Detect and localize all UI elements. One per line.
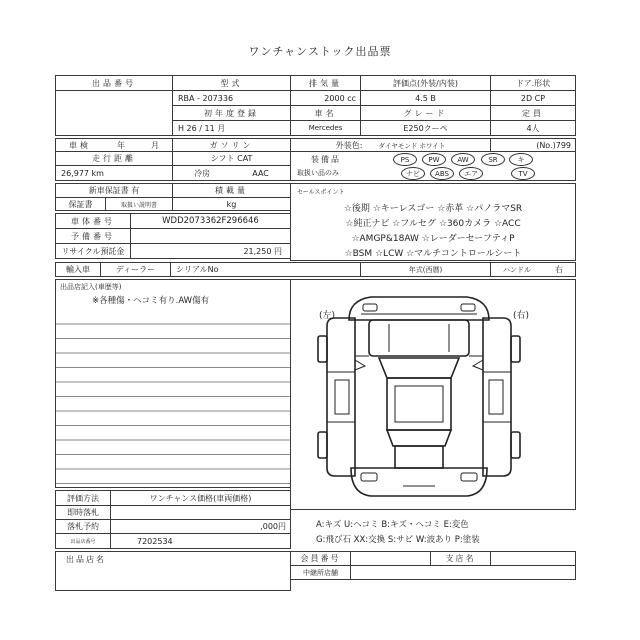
sales-point-line: ☆AMGP&18AW ☆レーダーセーフティP — [351, 234, 515, 244]
chassis-number-label: 車体番号 — [55, 213, 131, 229]
color-number: (No.)799 — [490, 138, 576, 152]
sales-point-line: ☆後期 ☆キーレスゴー ☆赤革 ☆パノラマSR — [343, 204, 523, 214]
steering-label: ハンドル — [503, 265, 531, 274]
sales-point-line: ☆純正ナビ ☆フルセグ ☆360カメラ ☆ACC — [345, 219, 521, 229]
inspection-month-unit: 月 — [151, 140, 159, 150]
warranty-value: 新車保証書 有 — [55, 183, 173, 198]
door-value: 2D CP — [490, 90, 576, 106]
ruled-lines — [56, 310, 290, 487]
hood — [369, 320, 469, 356]
inspection-year-unit: 年 — [117, 140, 125, 150]
reserve-bid-value: ,000円 — [110, 519, 291, 534]
relay-store-value — [350, 565, 576, 580]
damage-legend-line: A:キズ U:ヘコミ B:キズ・ヘコミ E:変色 — [316, 520, 469, 530]
equipment-box — [290, 151, 576, 181]
roof — [387, 378, 451, 430]
load-capacity-unit: kg — [172, 197, 291, 211]
car-name-value: Mercedes — [290, 120, 361, 136]
displacement-value: 2000 cc — [290, 90, 361, 106]
form-title: ワンチャンストック出品票 — [248, 45, 392, 58]
front-bumper — [349, 297, 489, 320]
sales-points-label: セールスポイント — [297, 189, 345, 196]
model-code-label: 型式 — [172, 75, 291, 91]
diagram-right-label: (右) — [513, 311, 530, 321]
left-side-panel — [327, 318, 365, 476]
lot-number-label: 出品番号 — [55, 75, 173, 91]
air-conditioner-value: AAC — [252, 168, 269, 178]
seller-notes-box — [55, 279, 291, 488]
recycle-fee-label: リサイクル預託金 — [55, 243, 131, 259]
air-conditioner-cell — [172, 165, 291, 181]
pillar-lines — [355, 356, 483, 468]
first-registration-value: H 26 / 11 月 — [172, 120, 291, 136]
steering-cell — [490, 262, 576, 277]
seller-notes-label: 出品店記入(車歴等) — [60, 283, 122, 291]
steering-value: 右 — [555, 265, 563, 274]
grade-value: E250クーペ — [360, 120, 491, 136]
load-capacity-label: 積載量 — [172, 183, 291, 198]
imported-label: 輸入車 — [55, 262, 101, 277]
inspection-label: 車検 — [69, 140, 91, 150]
capacity-label: 定員 — [490, 105, 576, 121]
spare-number-value — [130, 228, 291, 244]
door-label: ドア.形状 — [490, 75, 576, 91]
reserve-bid-label: 落札予約 — [55, 519, 111, 534]
exterior-color-label: 外装色: — [335, 140, 363, 150]
sales-point-line: ☆BSM ☆LCW ☆マルチコントロールシート — [344, 249, 522, 259]
equipment-air: エア — [459, 167, 483, 180]
store-name-label: 出品店名 — [66, 555, 106, 564]
score-label: 評価点(外装/内装) — [360, 75, 491, 91]
manual-label: 取扱い説明書 — [105, 197, 173, 211]
score-value: 4.5 B — [360, 90, 491, 106]
warranty-book-label: 保証書 — [55, 197, 106, 211]
car-name-label: 車名 — [290, 105, 361, 121]
exterior-color-cell — [290, 138, 491, 152]
model-year-label: 年式(西暦) — [360, 262, 491, 277]
mileage-value: 26,977 km — [55, 165, 173, 181]
store-number-label: 出品店番号 — [55, 533, 111, 549]
grade-label: グレード — [360, 105, 491, 121]
instant-bid-label: 即時落札 — [55, 505, 111, 520]
evaluation-method-label: 評価方法 — [55, 490, 111, 506]
first-registration-label: 初年度登録 — [172, 105, 291, 121]
instant-bid-value — [110, 505, 291, 520]
equipment-pw: PW — [422, 153, 446, 166]
branch-value — [490, 551, 576, 566]
rear-bumper — [351, 468, 487, 496]
member-number-value — [350, 551, 431, 566]
air-conditioner-label: 冷房 — [194, 168, 211, 178]
serial-number-label: シリアルNo — [170, 262, 361, 277]
sales-points-box — [290, 183, 576, 261]
equipment-ps: PS — [393, 153, 417, 166]
right-side-panel — [473, 318, 511, 476]
chassis-number-value: WDD2073362F296646 — [130, 213, 291, 229]
relay-store-label: 中継所店舗 — [290, 565, 351, 580]
damage-diagram-box — [290, 279, 576, 510]
equipment-key: キ — [509, 153, 533, 166]
equipment-sr: SR — [481, 153, 505, 166]
damage-legend-line: G:飛び石 XX:交換 S:サビ W:波あり P:塗装 — [316, 535, 480, 545]
lot-number-value — [55, 90, 173, 136]
equipment-aw: AW — [451, 153, 475, 166]
dealer-label: ディーラー — [100, 262, 171, 277]
spare-number-label: 予備番号 — [55, 228, 131, 244]
shift-value: シフト CAT — [172, 151, 291, 166]
exterior-color-value: ダイヤモンド ホワイト — [378, 141, 446, 150]
seller-notes-text: ※各種傷・ヘコミ有り.AW傷有 — [92, 296, 210, 306]
wheels — [318, 336, 520, 458]
branch-label: 支店名 — [430, 551, 491, 566]
equipment-navi: ナビ — [401, 167, 425, 180]
equipment-abs: ABS — [430, 167, 454, 180]
store-name-box — [55, 551, 291, 591]
model-code-value: RBA - 207336 — [172, 90, 291, 106]
member-number-label: 会員番号 — [290, 551, 351, 566]
store-number-value: 7202534 — [110, 533, 291, 549]
fuel-value: ガソリン — [172, 138, 291, 152]
diagram-left-label: (左) — [319, 311, 336, 321]
equipment-note: 取扱い品のみ — [297, 169, 339, 177]
recycle-fee-value: 21,250 円 — [130, 243, 291, 259]
windshield — [379, 358, 459, 378]
car-body-diagram — [291, 280, 575, 509]
evaluation-method-value: ワンチャンス価格(車両価格) — [110, 490, 291, 506]
displacement-label: 排気量 — [290, 75, 361, 91]
rear-window — [387, 430, 451, 446]
equipment-label: 装備品 — [311, 155, 341, 164]
equipment-tv: TV — [511, 167, 535, 180]
mileage-label: 走行距離 — [55, 151, 173, 166]
trunk — [395, 446, 443, 468]
capacity-value: 4人 — [490, 120, 576, 136]
inspection-cell — [55, 138, 173, 152]
